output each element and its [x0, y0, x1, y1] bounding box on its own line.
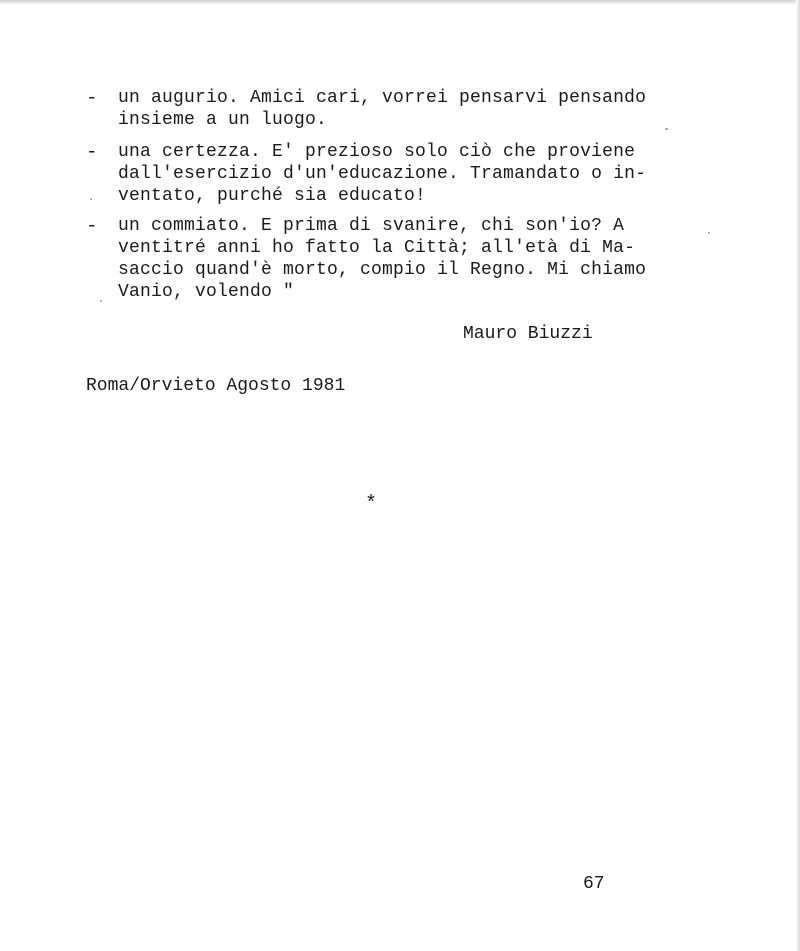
text-line: insieme a un luogo. — [118, 110, 328, 130]
page-number: 67 — [583, 874, 605, 894]
scan-right-edge — [796, 0, 800, 951]
text-line: dall'esercizio d'un'educazione. Tramandato o in- — [118, 164, 647, 184]
text-line: ventato, purché sia educato! — [118, 186, 427, 206]
place-date-line: Roma/Orvieto Agosto 1981 — [86, 376, 346, 396]
bullet-dash: - — [86, 215, 98, 237]
author-signature: Mauro Biuzzi — [463, 324, 593, 344]
scan-speck — [665, 128, 668, 130]
text-line: un commiato. E prima di svanire, chi son'io? A — [118, 216, 625, 236]
scan-speck — [708, 232, 710, 234]
scan-top-edge — [0, 0, 800, 5]
text-line: saccio quand'è morto, compio il Regno. Mi chiamo — [118, 260, 647, 280]
text-line: Vanio, volendo " — [118, 282, 295, 302]
text-line: ventitré anni ho fatto la Città; all'età di Ma- — [118, 238, 636, 258]
bullet-dash: - — [86, 141, 98, 163]
bullet-dash: - — [86, 87, 98, 109]
scan-speck — [100, 300, 102, 302]
text-line: un augurio. Amici cari, vorrei pensarvi pensando — [118, 88, 647, 108]
text-line: una certezza. E' prezioso solo ciò che proviene — [118, 142, 636, 162]
scan-speck — [90, 198, 92, 200]
section-separator: * — [365, 493, 378, 516]
